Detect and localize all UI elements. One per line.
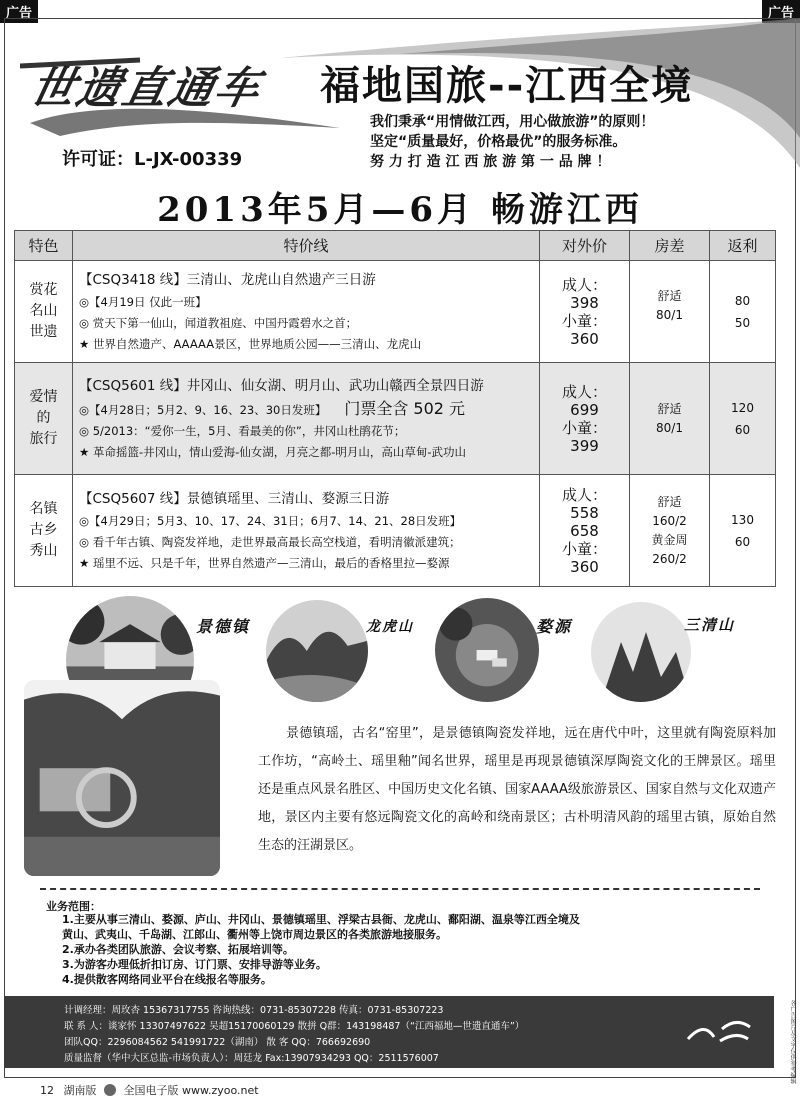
table-row <box>15 363 776 475</box>
business-title: 业务范围： <box>46 900 101 913</box>
feature-text: 爱情 <box>29 389 58 405</box>
route-detail: ◎【4月19日 仅此一班】 <box>79 295 207 309</box>
rebate-text: 60 <box>734 422 751 437</box>
rebate-text: 80 <box>734 293 751 308</box>
feature-text: 名镇 <box>29 501 58 517</box>
line-cell <box>73 475 540 587</box>
room-cell <box>630 363 710 475</box>
feature-cell <box>15 475 73 587</box>
photo-wuyuan <box>435 598 539 702</box>
room-text: 80/1 <box>656 420 683 435</box>
route-detail: ★ 世界自然遗产、AAAAA景区，世界地质公园——三清山、龙虎山 <box>79 337 422 351</box>
edition-label: 湖南版 <box>63 1084 97 1097</box>
feature-cell <box>15 261 73 363</box>
rebate-text: 120 <box>731 400 754 415</box>
caption-sanqingshan: 三清山 <box>684 616 736 634</box>
business-item: 3.为游客办理低折扣订房、订门票、安排导游等业务。 <box>62 958 327 971</box>
line-cell <box>73 261 540 363</box>
business-list <box>62 912 580 987</box>
rebate-cell <box>710 261 776 363</box>
contact-line: 质量监督（华中大区总监-市场负责人）：周廷龙 Fax:13907934293 QQ：2511576007 <box>64 1053 439 1064</box>
room-cell <box>630 475 710 587</box>
slogan-line: 努 力 打 造 江 西 旅 游 第 一 品 牌 ！ <box>370 154 611 170</box>
price-text: 小童： <box>561 418 607 437</box>
business-item: 2.承办各类团队旅游、会议考察、拓展培训等。 <box>62 943 294 956</box>
business-item: 1.主要从事三清山、婺源、庐山、井冈山、景德镇瑶里、浮梁古县衙、龙虎山、鄱阳湖、温泉等江西全境及 <box>62 913 580 926</box>
feature-text: 旅行 <box>29 431 58 447</box>
price-text: 699 <box>570 400 599 419</box>
route-detail: ◎ 看千年古镇、陶瓷发祥地，走世界最高最长高空栈道，看明清徽派建筑； <box>79 535 461 549</box>
route-title: 【CSQ5601 线】井冈山、仙女湖、明月山、武功山赣西全景四日游 <box>79 378 484 394</box>
price-text: 399 <box>570 436 599 455</box>
table-header-row <box>15 231 776 261</box>
room-text: 舒适 <box>657 401 682 416</box>
photo-longhushan <box>266 600 368 702</box>
line-cell <box>73 363 540 475</box>
rebate-text: 60 <box>734 534 751 549</box>
caption-jingdezhen: 景德镇 <box>196 617 251 636</box>
price-text: 成人： <box>561 485 607 504</box>
business-item: 黄山、武夷山、千岛湖、江郎山、衢州等上饶市周边景区的各类旅游地接服务。 <box>62 928 447 941</box>
rebate-text: 50 <box>734 315 751 330</box>
slogan-line: 坚定“质量最好，价格最优”的服务标准。 <box>370 134 627 150</box>
feature-text: 秀山 <box>29 543 58 559</box>
header-room: 房差 <box>630 231 710 261</box>
feature-text: 赏花 <box>29 282 58 298</box>
feature-text: 的 <box>36 410 51 426</box>
price-cell <box>540 261 630 363</box>
route-detail: ◎ 5/2013：“爱你一生，5月、看最美的你”，井冈山杜鹃花节； <box>79 424 406 438</box>
slogan-line: 我们秉承“用情做江西，用心做旅游”的原则！ <box>370 114 655 130</box>
ad-label-right: 广告 <box>762 0 800 23</box>
rebate-text: 130 <box>731 512 754 527</box>
photo-waterwheel <box>24 680 220 876</box>
site-link[interactable]: 全国电子版 www.zyoo.net <box>123 1084 259 1097</box>
room-text: 80/1 <box>656 308 683 322</box>
price-text: 360 <box>570 557 599 576</box>
room-cell <box>630 261 710 363</box>
room-text: 黄金周 <box>651 532 688 547</box>
license-number: 许可证：L-JX-00339 <box>62 149 243 170</box>
room-text: 舒适 <box>657 494 682 509</box>
logo-text: 世遗直通车 <box>25 63 267 114</box>
jingdezhen-description: 景德镇瑶，古名“窑里”，是景德镇陶瓷发祥地，远在唐代中叶，这里就有陶瓷原料加工作坊，“高岭土、瑶里釉”闻名世界，瑶里是再现景德镇深厚陶瓷文化的王牌景区。瑶里还是重点风景名胜区、中国历史文化名镇、国家AAAA级旅游景区、国家自然与文化双遗产地，景区内主要有悠远陶瓷文化的高岭和绕南景区；古朴明清风韵的瑶里古镇，原始自然生态的汪湖景区。 <box>258 726 776 853</box>
feature-text: 名山 <box>29 303 58 319</box>
footer-logo-icon <box>684 1015 754 1045</box>
price-cell <box>540 475 630 587</box>
contact-line: 团队QQ：2296084562 541991722（湖南） 散 客 QQ：766692690 <box>64 1037 371 1048</box>
price-text: 398 <box>570 293 599 312</box>
price-text: 558 <box>570 503 599 522</box>
ad-label-left: 广告 <box>0 0 38 23</box>
contact-line: 计调经理：周玫杏 15367317755 咨询热线：0731-85307228 传真：0731-85307223 <box>64 1005 444 1016</box>
ticket-note: 门票全含 502 元 <box>344 399 466 418</box>
route-detail: ★ 瑶里不远、只是千年，世界自然遗产—三清山，最后的香格里拉—婺源 <box>79 556 450 570</box>
rebate-cell <box>710 475 776 587</box>
site-logo-icon <box>104 1084 116 1096</box>
room-text: 260/2 <box>652 551 687 566</box>
price-text: 小童： <box>561 311 607 330</box>
feature-cell <box>15 363 73 475</box>
route-detail <box>79 398 533 421</box>
route-detail-text: ◎【4月28日；5月2、9、16、23、30日发班】 <box>79 403 327 417</box>
table-row <box>15 261 776 363</box>
header-rebate: 返利 <box>710 231 776 261</box>
business-item: 4.提供散客网络同业平台在线报名等服务。 <box>62 973 272 986</box>
feature-text: 古乡 <box>29 522 58 538</box>
slogans <box>370 112 654 172</box>
room-text: 舒适 <box>657 289 682 303</box>
room-text: 160/2 <box>652 513 687 528</box>
price-text: 360 <box>570 329 599 348</box>
contact-line: 联 系 人：谈家怀 13307497622 吴超15170060129 散拼 Q群：143198487（“江西福地—世遗直通车”） <box>64 1021 525 1032</box>
routes-table <box>14 230 776 587</box>
rebate-cell <box>710 363 776 475</box>
page-number: 12 <box>40 1084 54 1097</box>
route-title: 【CSQ5607 线】景德镇瑶里、三清山、婺源三日游 <box>79 491 390 507</box>
page-footer <box>40 1082 259 1098</box>
header-line: 特价线 <box>73 231 540 261</box>
price-cell <box>540 363 630 475</box>
price-text: 成人： <box>561 382 607 401</box>
table-row <box>15 475 776 587</box>
dashed-divider <box>40 888 760 890</box>
vertical-note: 各广告图片及文字仅供参考编辑 <box>789 1000 796 1084</box>
route-detail: ◎【4月29日；5月3、10、17、24、31日；6月7、14、21、28日发班】 <box>79 514 462 528</box>
header-feature: 特色 <box>15 231 73 261</box>
brand-title: 福地国旅--江西全境 <box>320 63 694 109</box>
caption-longhushan: 龙虎山 <box>366 619 414 635</box>
photo-sanqingshan <box>591 602 691 702</box>
feature-text: 世遗 <box>29 324 58 340</box>
contact-footer <box>4 996 774 1068</box>
price-text: 658 <box>570 521 599 540</box>
price-text: 小童： <box>561 539 607 558</box>
price-text: 成人： <box>561 275 607 294</box>
route-detail: ★ 革命摇篮-井冈山，情山爱海-仙女湖，月亮之都-明月山，高山草甸-武功山 <box>79 445 467 459</box>
route-detail: ◎ 赏天下第一仙山，闻道教祖庭、中国丹霞碧水之首； <box>79 316 358 330</box>
promo-headline: 2013年5月—6月 畅游江西 <box>157 190 643 230</box>
route-title: 【CSQ3418 线】三清山、龙虎山自然遗产三日游 <box>79 272 376 288</box>
caption-wuyuan: 婺源 <box>536 617 573 636</box>
header-price: 对外价 <box>540 231 630 261</box>
